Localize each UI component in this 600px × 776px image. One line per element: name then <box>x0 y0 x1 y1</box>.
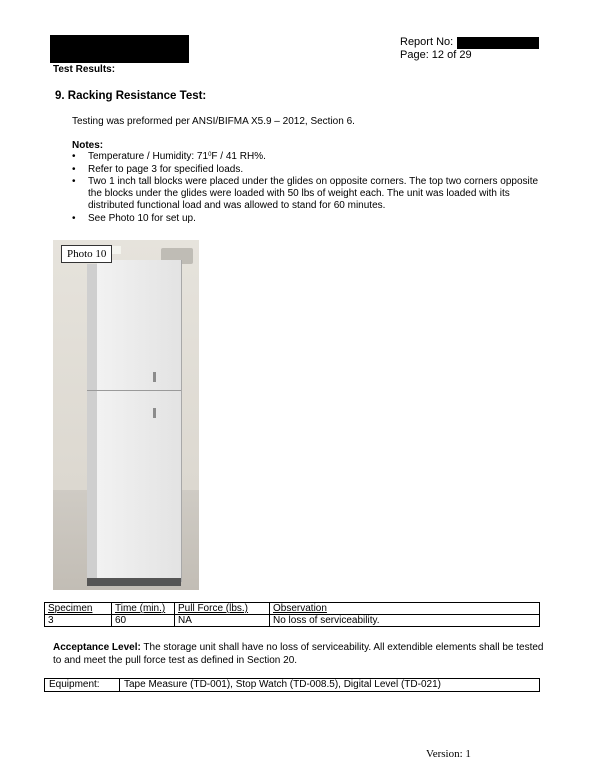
photo-door-handle <box>153 408 156 418</box>
acceptance-level <box>53 641 553 667</box>
photo-cabinet-front <box>97 260 182 582</box>
equipment-label: Equipment: <box>45 679 120 692</box>
acceptance-label: Acceptance Level: <box>53 642 141 653</box>
redacted-logo <box>50 35 189 63</box>
report-header <box>400 36 539 62</box>
photo-door-split <box>87 390 181 391</box>
report-no-label: Report No: <box>400 36 454 48</box>
table-cell: No loss of serviceability. <box>270 615 540 627</box>
section-title: 9. Racking Resistance Test: <box>55 90 207 102</box>
page-number: Page: 12 of 29 <box>400 49 472 61</box>
notes-title: Notes: <box>72 140 104 151</box>
table-row <box>45 679 540 692</box>
table-cell: 60 <box>112 615 175 627</box>
version-footer: Version: 1 <box>426 748 471 760</box>
photo-label: Photo 10 <box>61 245 112 263</box>
table-header-row <box>45 603 540 615</box>
equipment-table <box>44 678 540 692</box>
equipment-value: Tape Measure (TD-001), Stop Watch (TD-008.5), Digital Level (TD-021) <box>120 679 540 692</box>
photo-door-handle <box>153 372 156 382</box>
redacted-report-number <box>457 37 539 49</box>
note-item: • See Photo 10 for set up. <box>72 213 542 225</box>
table-header: Time (min.) <box>112 603 175 615</box>
table-cell: 3 <box>45 615 112 627</box>
table-header: Pull Force (lbs.) <box>175 603 270 615</box>
photo-cabinet-base <box>87 578 181 586</box>
table-cell: NA <box>175 615 270 627</box>
test-results-label: Test Results: <box>53 64 116 75</box>
results-table <box>44 602 540 627</box>
notes-list <box>72 151 542 225</box>
acceptance-text: The storage unit shall have no loss of serviceability. All extendible elements shall be tested to and meet the pull force test as defined in Section 20. <box>53 642 544 666</box>
note-item: • Temperature / Humidity: $71^0F / 41$ RH%. <box>72 151 542 163</box>
section-intro: Testing was preformed per ANSI/BIFMA X5.9 – 2012, Section 6. <box>72 116 355 127</box>
photo-cabinet <box>53 240 199 590</box>
note-item: • Refer to page 3 for specified loads. <box>72 164 542 176</box>
note-item: • Two 1 inch tall blocks were placed under the glides on opposite corners. The top two corners opposite the blocks under the glides were loaded with 50 lbs of weight each. The unit was loaded with its distributed functional load and was allowed to stand for 60 minutes. <box>72 176 542 212</box>
table-header: Specimen <box>45 603 112 615</box>
table-header: Observation <box>270 603 540 615</box>
table-row <box>45 615 540 627</box>
